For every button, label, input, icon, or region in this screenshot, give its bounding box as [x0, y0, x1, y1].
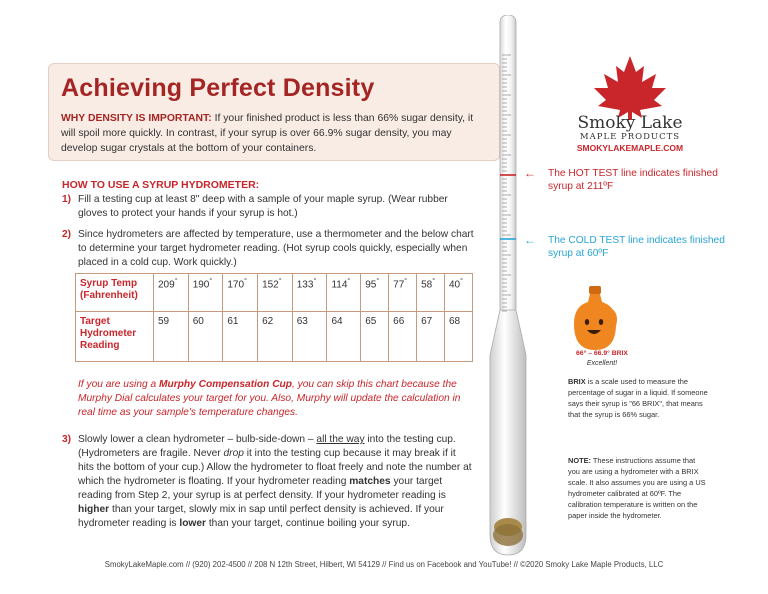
temp-cell: 40°: [445, 274, 473, 312]
target-cell: 66: [389, 312, 417, 362]
target-cell: 67: [417, 312, 445, 362]
brix-excellent-label: Excellent!: [586, 360, 618, 367]
target-cell: 62: [258, 312, 293, 362]
temp-cell: 77°: [389, 274, 417, 312]
temp-cell: 190°: [188, 274, 223, 312]
temp-cell: 152°: [258, 274, 293, 312]
step-3: [62, 433, 472, 531]
murphy-product-name: Murphy Compensation Cup: [159, 379, 292, 390]
syrup-jug-icon: [570, 284, 620, 354]
target-cell: 61: [223, 312, 258, 362]
brix-range-label: 66° – 66.9° BRIX: [576, 350, 628, 357]
left-arrow-icon: ←: [524, 166, 536, 180]
temp-cell: 95°: [361, 274, 389, 312]
why-density-text: If your finished product is less than 66% sugar density, it will spoil more quickly. In contrast, if your syrup is over 66.9% sugar density, you may develop sugar crystals at the bottom of your containers.: [61, 113, 474, 154]
step-3-text: Slowly lower a clean hydrometer – bulb-side-down – all the way into the testing cup. (Hydrometers are fragile. Never drop it into the testing cup because it may break if it hits the bottom of your cup.) Allow the hydrometer to float freely and note the number at which the hydrometer is floating. If your hydrometer reading matches your target reading from Step 2, your syrup is at perfect density. If your hydrometer reading is higher than your target, slowly mix in sap until perfect density is achieved. If your hydrometer reading is lower than your target, continue boiling your syrup.: [78, 434, 472, 529]
howto-heading: HOW TO USE A SYRUP HYDROMETER:: [62, 179, 260, 191]
page-title: Achieving Perfect Density: [61, 74, 375, 102]
murphy-note: If you are using a Murphy Compensation Cup, you can skip this chart because the Murphy Dial calculates your target for you. Also, Murphy will update the calculation in real time as your sample's temperature changes.: [78, 379, 461, 418]
brand-subtitle: MAPLE PRODUCTS: [579, 132, 681, 142]
hot-test-text: The HOT TEST line indicates finished syrup at 211ºF: [548, 168, 718, 192]
temp-row: [76, 274, 473, 312]
why-density-lead: WHY DENSITY IS IMPORTANT:: [61, 113, 212, 124]
target-header: Target Hydrometer Reading: [76, 312, 154, 362]
step-2-text: Since hydrometers are affected by temperature, use a thermometer and the below chart to determine your target hydrometer reading. (Hot syrup cools quickly, especially when placed in a cold cup. Work quickly.): [78, 229, 474, 268]
target-row: [76, 312, 473, 362]
temp-cell: 170°: [223, 274, 258, 312]
target-cell: 68: [445, 312, 473, 362]
left-arrow-icon: ←: [524, 233, 536, 247]
step-3-number: 3): [62, 434, 72, 445]
target-cell: 59: [154, 312, 189, 362]
target-cell: 64: [327, 312, 361, 362]
step-2: [62, 228, 474, 270]
target-cell: 60: [188, 312, 223, 362]
step-1: [62, 193, 452, 221]
temp-cell: 58°: [417, 274, 445, 312]
temp-cell: 209°: [154, 274, 189, 312]
brix-definition-note: BRIX is a scale used to measure the percentage of sugar in a liquid. If someone says their syrup is "66 BRIX", that means that the syrup is 66% sugar.: [568, 377, 708, 419]
footer: SmokyLakeMaple.com // (920) 202-4500 // 208 N 12th Street, Hilbert, WI 54129 // Find us on Facebook and YouTube! // ©2020 Smoky Lake Maple Products, LLC: [104, 560, 664, 569]
temp-cell: 133°: [292, 274, 327, 312]
hydrometer-illustration: [480, 15, 540, 563]
temp-header: Syrup Temp (Fahrenheit): [76, 274, 154, 312]
step-1-number: 1): [62, 194, 72, 205]
why-density-paragraph: [61, 111, 487, 156]
title-box: [48, 63, 500, 161]
assumption-note: NOTE: These instructions assume that you are using a hydrometer with a BRIX scale. It also assumes you are using a US hydrometer calibrated at 60ºF. The calibration temperature is written on the paper inside the hydrometer.: [568, 456, 706, 520]
target-cell: 65: [361, 312, 389, 362]
cold-test-text: The COLD TEST line indicates finished syrup at 60ºF: [548, 235, 725, 259]
target-cell: 63: [292, 312, 327, 362]
brand-url[interactable]: SMOKYLAKEMAPLE.COM: [576, 143, 684, 153]
step-2-number: 2): [62, 229, 72, 240]
temp-cell: 114°: [327, 274, 361, 312]
brand-name: Smoky Lake: [577, 113, 683, 133]
step-1-text: Fill a testing cup at least 8" deep with a sample of your maple syrup. (Wear rubber gloves to protect your hands if your syrup is hot.): [78, 194, 448, 219]
temperature-table: [75, 273, 473, 362]
